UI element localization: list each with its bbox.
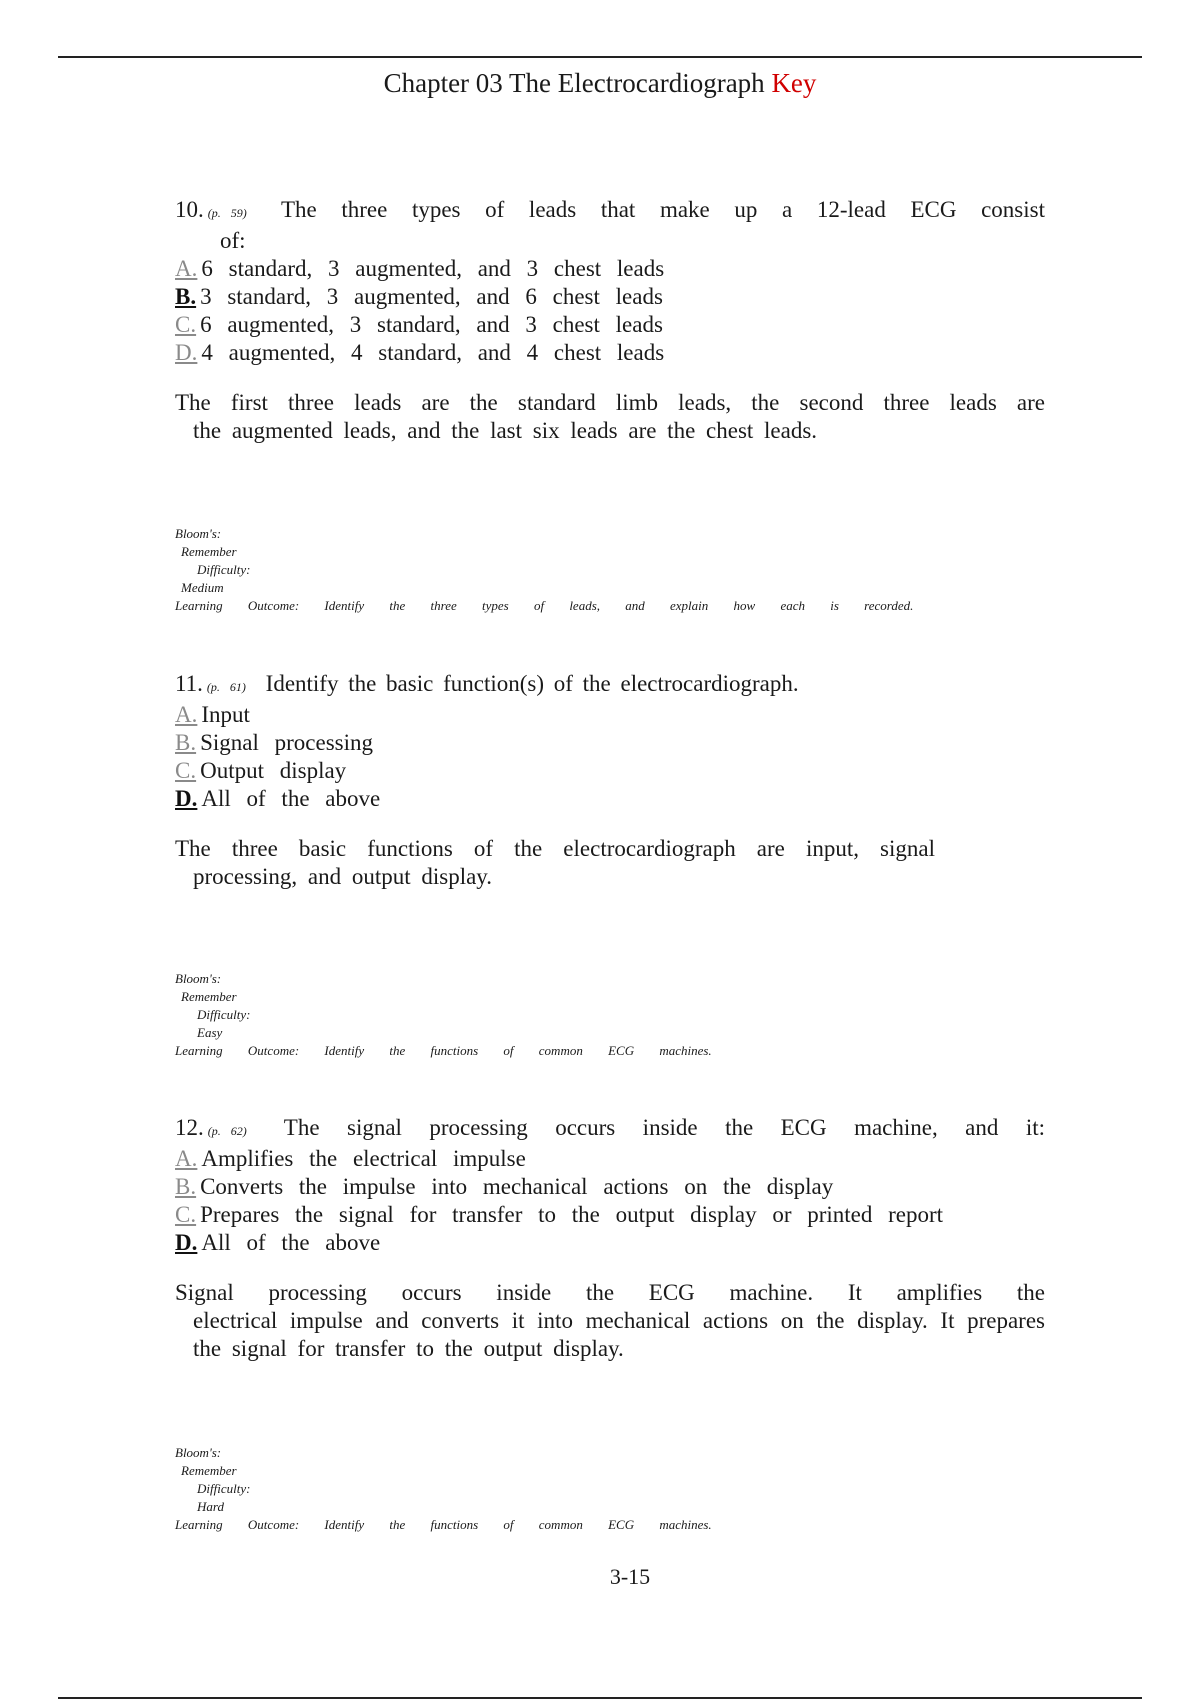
option-c: C. 6 augmented, 3 standard, and 3 chest leads [175,312,663,337]
option-a: A. Amplifies the electrical impulse [175,1146,526,1171]
question-text-continued: of: [220,228,246,253]
blooms-value: Remember [181,1463,237,1478]
question-text: Identify the basic function(s) of the electrocardiograph. [265,671,799,696]
explanation: Signal processing occurs inside the ECG machine. It amplifies the electrical impulse and converts it into mechanical actions on the display. It prepares the signal for transfer to the output display. [175,1280,1045,1361]
option-letter: C. [175,312,197,337]
option-letter: C. [175,1202,197,1227]
question-number: 11. [175,671,203,696]
option-b: B. Converts the impulse into mechanical actions on the display [175,1174,834,1199]
question-10 [175,196,1045,445]
difficulty-value: Medium [181,580,224,595]
blooms-label: Bloom's: [175,971,222,986]
page-title [0,68,1200,99]
option-c: C. Output display [175,758,347,783]
blooms-value: Remember [181,989,237,1004]
option-a: A. 6 standard, 3 augmented, and 3 chest leads [175,256,665,281]
question-text: The three types of leads that make up a 12-lead ECG consist [280,197,1045,222]
option-letter: D. [175,340,198,365]
top-rule [58,56,1142,58]
question-metadata [175,970,712,1060]
option-d-correct: D. All of the above [175,786,381,811]
option-letter: D. [175,1230,198,1255]
question-text: The signal processing occurs inside the ECG machine, and it: [283,1115,1045,1140]
option-d-correct: D. All of the above [175,1230,381,1255]
difficulty-label: Difficulty: [197,1481,251,1496]
blooms-label: Bloom's: [175,1445,222,1460]
key-label: Key [771,68,817,98]
blooms-label: Bloom's: [175,526,222,541]
option-b: B. Signal processing [175,730,373,755]
question-stem [175,670,1045,701]
learning-outcome: Learning Outcome: Identify the functions of common ECG machines. [175,1517,712,1532]
question-metadata [175,1444,712,1534]
option-a: A. Input [175,702,250,727]
question-metadata [175,525,913,615]
page-reference: (p. 62) [207,1124,247,1138]
option-b-correct: B. 3 standard, 3 augmented, and 6 chest leads [175,284,663,309]
question-stem [175,196,1045,227]
option-letter: B. [175,284,197,309]
answer-options [175,1145,1045,1257]
page-reference: (p. 59) [207,206,247,220]
page-reference: (p. 61) [206,680,246,694]
difficulty-label: Difficulty: [197,1007,251,1022]
option-letter: B. [175,1174,197,1199]
question-number: 10. [175,197,204,222]
chapter-title: Chapter 03 The Electrocardiograph [383,68,765,98]
bottom-rule [58,1697,1142,1699]
option-letter: A. [175,1146,198,1171]
explanation: The three basic functions of the electrocardiograph are input, signal processing, and output display. [175,836,935,889]
blooms-value: Remember [181,544,237,559]
answer-options [175,255,1045,367]
option-d: D. 4 augmented, 4 standard, and 4 chest leads [175,340,665,365]
option-letter: D. [175,786,198,811]
option-letter: A. [175,256,198,281]
learning-outcome: Learning Outcome: Identify the three types of leads, and explain how each is recorded. [175,598,914,613]
difficulty-label: Difficulty: [197,562,251,577]
answer-options [175,701,1045,813]
option-letter: B. [175,730,197,755]
option-letter: C. [175,758,197,783]
question-11 [175,670,1045,891]
option-letter: A. [175,702,198,727]
difficulty-value: Hard [197,1499,224,1514]
difficulty-value: Easy [197,1025,223,1040]
question-12 [175,1114,1045,1363]
option-c: C. Prepares the signal for transfer to the output display or printed report [175,1202,944,1227]
question-number: 12. [175,1115,204,1140]
question-stem [175,1114,1045,1145]
explanation: The first three leads are the standard limb leads, the second three leads are the augmented leads, and the last six leads are the chest leads. [175,390,1045,443]
page-number: 3-15 [609,1564,651,1589]
learning-outcome: Learning Outcome: Identify the functions of common ECG machines. [175,1043,712,1058]
